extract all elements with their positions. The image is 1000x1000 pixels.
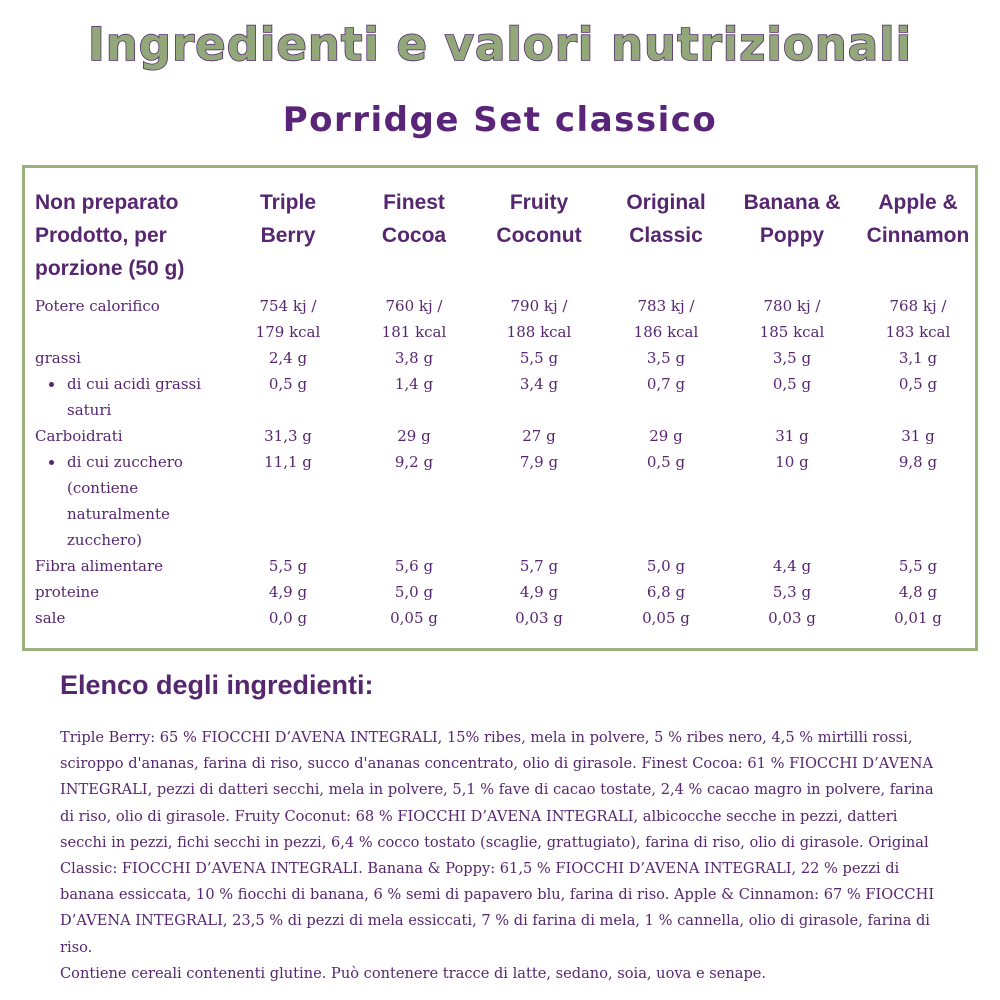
table-cell-line: 5,6 g [394, 557, 434, 575]
table-cell [223, 449, 353, 475]
table-cell [349, 293, 479, 345]
table-cell-line: 3,5 g [646, 349, 686, 367]
table-cell [601, 293, 731, 345]
table-cell-line: 1,4 g [394, 375, 434, 393]
table-cell [853, 371, 983, 397]
row-label [35, 553, 225, 579]
table-cell-line: 5,0 g [646, 557, 686, 575]
table-cell-line: 3,1 g [898, 349, 938, 367]
table-cell [223, 579, 353, 605]
table-cell [853, 553, 983, 579]
table-cell-line: 31 g [775, 427, 809, 445]
table-cell-line: 11,1 g [264, 453, 312, 471]
table-cell-line: 3,4 g [519, 375, 559, 393]
table-cell [727, 553, 857, 579]
row-label [45, 371, 225, 423]
table-cell [727, 423, 857, 449]
table-cell [349, 579, 479, 605]
table-cell [349, 449, 479, 475]
table-cell-line: 181 kcal [381, 323, 447, 341]
row-label-line: Fibra alimentare [35, 557, 164, 575]
table-cell-line: 9,8 g [898, 453, 938, 471]
row-label-line: grassi [35, 349, 81, 367]
table-cell [853, 293, 983, 345]
column-header [349, 186, 479, 252]
row-label-line: di cui acidi grassi [67, 375, 202, 393]
row-label-line: zucchero) [67, 531, 142, 549]
table-cell-line: 31,3 g [264, 427, 312, 445]
table-cell-line: 0,5 g [268, 375, 308, 393]
table-cell-line: 9,2 g [394, 453, 434, 471]
table-cell [349, 423, 479, 449]
table-cell-line: 2,4 g [268, 349, 308, 367]
column-header-line: Berry [260, 224, 316, 247]
ingredients-section [60, 725, 940, 987]
table-cell [223, 553, 353, 579]
table-cell-line: 0,0 g [268, 609, 308, 627]
row-label-line: (contiene [67, 479, 139, 497]
column-header-line: Banana & [743, 191, 841, 214]
row-label-line: Potere calorifico [35, 297, 160, 315]
table-cell-line: 5,3 g [772, 583, 812, 601]
table-cell-line: 0,05 g [642, 609, 690, 627]
table-cell [853, 579, 983, 605]
table-cell [601, 423, 731, 449]
table-cell-line: 0,7 g [646, 375, 686, 393]
table-cell-line: 5,5 g [268, 557, 308, 575]
ingredients-title: Elenco degli ingredienti: [60, 670, 374, 700]
table-cell [474, 293, 604, 345]
table-cell [474, 553, 604, 579]
column-header-line: Triple [259, 191, 317, 214]
table-cell-line: 29 g [649, 427, 683, 445]
column-header-line: Poppy [759, 224, 825, 247]
table-cell-line: 7,9 g [519, 453, 559, 471]
table-cell [727, 371, 857, 397]
table-cell [853, 423, 983, 449]
nutrition-table [22, 165, 978, 651]
header-serving-line: Prodotto, per [35, 224, 167, 247]
row-label [35, 605, 225, 631]
table-cell [223, 423, 353, 449]
table-cell [853, 605, 983, 631]
table-cell [601, 449, 731, 475]
table-cell-line: 783 kj / [637, 297, 695, 315]
table-cell [223, 371, 353, 397]
table-cell-line: 31 g [901, 427, 935, 445]
table-cell [474, 423, 604, 449]
table-cell-line: 4,4 g [772, 557, 812, 575]
table-cell [349, 553, 479, 579]
table-cell [474, 345, 604, 371]
main-title: Ingredienti e valori nutrizionali [88, 18, 912, 71]
column-header-line: Classic [629, 224, 703, 247]
row-label [35, 423, 225, 449]
row-label-line: sale [35, 609, 66, 627]
table-cell-line: 179 kcal [255, 323, 321, 341]
column-header [727, 186, 857, 252]
subtitle: Porridge Set classico [282, 100, 718, 140]
table-cell [223, 605, 353, 631]
column-header [474, 186, 604, 252]
table-cell [474, 449, 604, 475]
table-cell-line: 188 kcal [506, 323, 572, 341]
table-cell-line: 0,5 g [646, 453, 686, 471]
table-cell-line: 5,5 g [898, 557, 938, 575]
column-header-line: Coconut [496, 224, 582, 247]
column-header [223, 186, 353, 252]
column-header-line: Fruity [509, 191, 569, 214]
column-header [853, 186, 983, 252]
table-cell [727, 605, 857, 631]
table-cell-line: 0,03 g [515, 609, 563, 627]
row-label-line: proteine [35, 583, 100, 601]
table-cell [727, 449, 857, 475]
table-cell-line: 4,8 g [898, 583, 938, 601]
table-cell [474, 579, 604, 605]
table-cell-line: 3,5 g [772, 349, 812, 367]
row-label [45, 449, 225, 553]
table-cell-line: 754 kj / [259, 297, 317, 315]
header-serving [35, 186, 225, 285]
row-label-line: di cui zucchero [67, 453, 183, 471]
table-cell-line: 760 kj / [385, 297, 443, 315]
row-label-line: saturi [67, 401, 112, 419]
header-serving-line: Non preparato [35, 191, 179, 214]
table-cell-line: 183 kcal [885, 323, 951, 341]
table-cell [601, 371, 731, 397]
row-label-line: naturalmente [67, 505, 170, 523]
table-cell [601, 345, 731, 371]
table-cell-line: 3,8 g [394, 349, 434, 367]
table-cell-line: 0,5 g [772, 375, 812, 393]
table-cell [223, 345, 353, 371]
table-cell-line: 4,9 g [519, 583, 559, 601]
table-cell-line: 185 kcal [759, 323, 825, 341]
column-header-line: Cocoa [381, 224, 447, 247]
table-cell [853, 449, 983, 475]
table-cell-line: 29 g [397, 427, 431, 445]
ingredients-list: Triple Berry: 65 % FIOCCHI D’AVENA INTEGRALI, 15% ribes, mela in polvere, 5 % ribes nero, 4,5 % mirtilli rossi, sciroppo d'ananas, farina di riso, succo d'ananas concentrato, olio di girasole. Finest Cocoa: 61 % FIOCCHI D’AVENA INTEGRALI, pezzi di datteri secchi, mela in polvere, 5,1 % fave di cacao tostate, 2,4 % cacao magro in polvere, farina di riso, olio di girasole. Fruity Coconut: 68 % FIOCCHI D’AVENA INTEGRALI, albicocche secche in pezzi, datteri secchi in pezzi, fichi secchi in pezzi, 6,4 % cocco tostato (scaglie, grattugiato), farina di riso, olio di girasole. Original Classic: FIOCCHI D’AVENA INTEGRALI. Banana & Poppy: 61,5 % FIOCCHI D’AVENA INTEGRALI, 22 % pezzi di banana essiccata, 10 % fiocchi di banana, 6 % semi di papavero blu, farina di riso. Apple & Cinnamon: 67 % FIOCCHI D’AVENA INTEGRALI, 23,5 % di pezzi di mela essiccati, 7 % di farina di mela, 1 % cannella, olio di girasole, farina di riso. [60, 729, 935, 956]
row-label [35, 579, 225, 605]
column-header-line: Original [626, 191, 706, 214]
table-cell-line: 0,03 g [768, 609, 816, 627]
column-header-line: Finest [383, 191, 445, 214]
column-header-line: Cinnamon [866, 224, 970, 247]
table-cell-line: 780 kj / [763, 297, 821, 315]
table-cell-line: 10 g [775, 453, 809, 471]
header-serving-line: porzione (50 g) [35, 257, 185, 280]
row-label [35, 345, 225, 371]
table-cell-line: 4,9 g [268, 583, 308, 601]
table-cell-line: 186 kcal [633, 323, 699, 341]
table-cell-line: 790 kj / [510, 297, 568, 315]
allergen-note: Contiene cereali contenenti glutine. Può contenere tracce di latte, sedano, soia, uova e senape. [60, 964, 767, 982]
table-cell [601, 553, 731, 579]
table-cell [223, 293, 353, 345]
table-cell [474, 371, 604, 397]
table-cell [349, 605, 479, 631]
column-header [601, 186, 731, 252]
table-cell [601, 605, 731, 631]
row-label-line: Carboidrati [35, 427, 123, 445]
table-cell-line: 5,7 g [519, 557, 559, 575]
table-cell-line: 0,01 g [894, 609, 942, 627]
table-cell [601, 579, 731, 605]
table-cell-line: 6,8 g [646, 583, 686, 601]
table-cell-line: 27 g [522, 427, 556, 445]
table-cell [349, 345, 479, 371]
row-label [35, 293, 225, 319]
table-cell [474, 605, 604, 631]
table-cell-line: 768 kj / [889, 297, 947, 315]
table-cell-line: 5,5 g [519, 349, 559, 367]
column-header-line: Apple & [878, 191, 958, 214]
table-cell-line: 0,05 g [390, 609, 438, 627]
table-cell [727, 579, 857, 605]
table-cell-line: 0,5 g [898, 375, 938, 393]
table-cell [349, 371, 479, 397]
table-cell [853, 345, 983, 371]
table-cell [727, 293, 857, 345]
table-cell-line: 5,0 g [394, 583, 434, 601]
table-cell [727, 345, 857, 371]
